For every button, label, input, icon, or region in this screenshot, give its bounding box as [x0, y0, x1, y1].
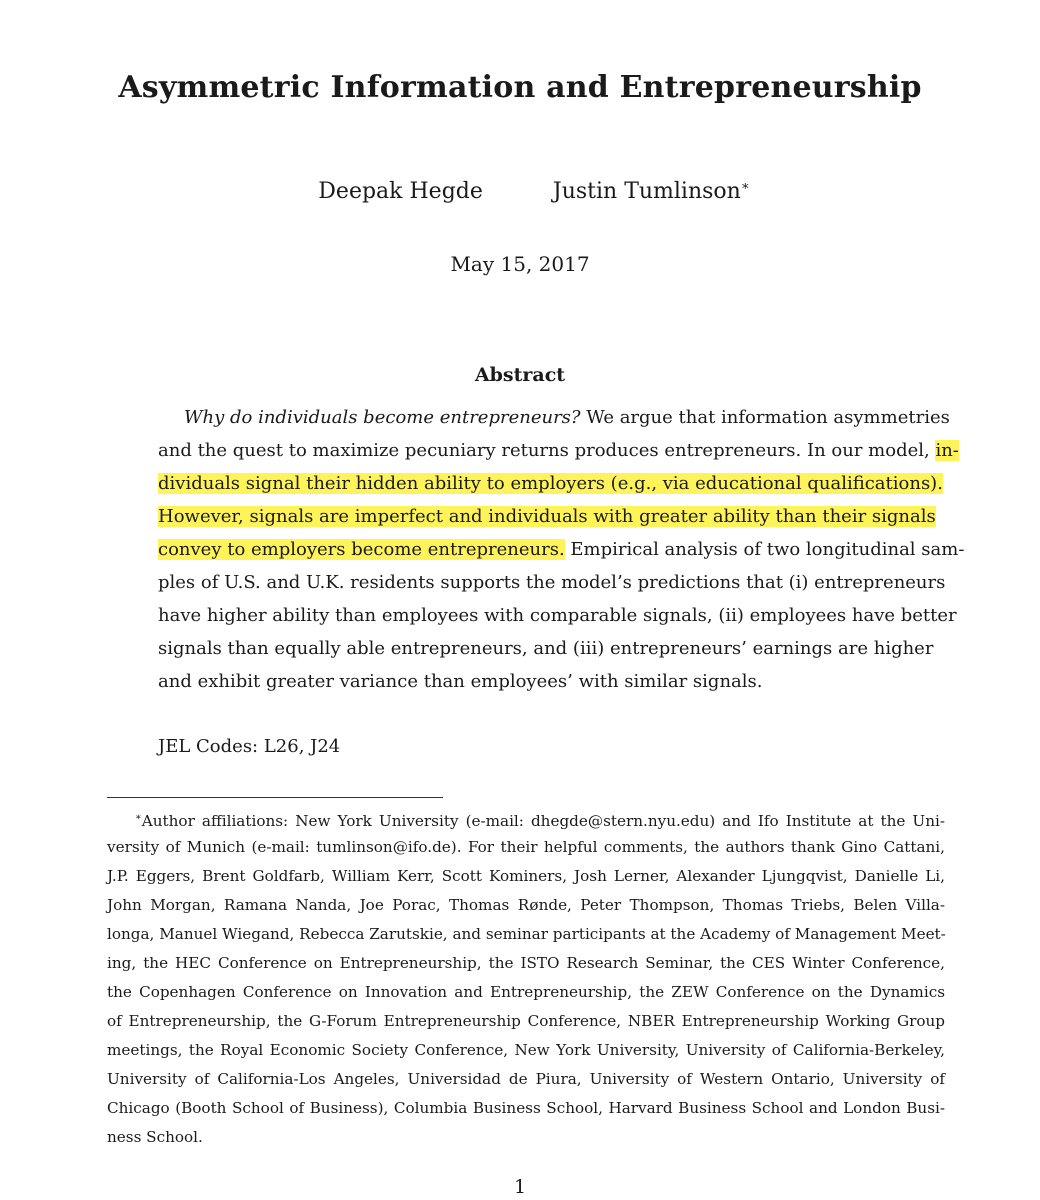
- footnote-text: meetings, the Royal Economic Society Conference, New York University, University of California-Berkeley,: [107, 1041, 945, 1059]
- page-number: 1: [513, 1176, 527, 1198]
- abstract-text: signals than equally able entrepreneurs, and (iii) entrepreneurs’ earnings are higher: [158, 638, 934, 659]
- footnote-text: the Copenhagen Conference on Innovation and Entrepreneurship, the ZEW Conference on the Dynamics: [107, 983, 945, 1001]
- abstract-line: [158, 472, 943, 505]
- footnote-line: [107, 1011, 945, 1040]
- abstract-text: and exhibit greater variance than employees’ with similar signals.: [158, 671, 763, 692]
- abstract-text: Empirical analysis of two longitudinal sam-: [564, 539, 965, 560]
- footnote-text: longa, Manuel Wiegand, Rebecca Zarutskie, and seminar participants at the Academy of Management Meet-: [107, 925, 946, 943]
- italic-text: Why do individuals become entrepreneurs?: [184, 407, 581, 428]
- footnote-text: ness School.: [107, 1128, 203, 1146]
- abstract-line: [158, 439, 959, 472]
- footnote-line: [107, 1040, 945, 1069]
- footnote-line: [107, 953, 945, 982]
- footnote-line: [107, 1127, 945, 1156]
- footnote-text: of Entrepreneurship, the G-Forum Entrepreneurship Conference, NBER Entrepreneurship Working Group: [107, 1012, 945, 1030]
- footnote-line: [107, 895, 945, 924]
- footnote-text: versity of Munich (e-mail: tumlinson@ifo.de). For their helpful comments, the authors thank Gino Cattani,: [107, 838, 945, 856]
- footnote-mark: ∗: [135, 812, 142, 823]
- paper-date: May 15, 2017: [450, 252, 590, 276]
- abstract-line: [158, 670, 894, 703]
- footnote-text: ing, the HEC Conference on Entrepreneurship, the ISTO Research Seminar, the CES Winter Conference,: [107, 954, 945, 972]
- highlighted-text: in-: [935, 440, 959, 461]
- author-1: [318, 179, 483, 204]
- paper-title: Asymmetric Information and Entrepreneurship: [118, 70, 922, 105]
- footnote-text: J.P. Eggers, Brent Goldfarb, William Kerr, Scott Kominers, Josh Lerner, Alexander Ljungqvist, Danielle Li,: [107, 867, 945, 885]
- author-name: Deepak Hegde: [318, 179, 483, 204]
- author-list: [0, 154, 1040, 229]
- footnote-rule: [107, 797, 443, 798]
- abstract-heading: Abstract: [474, 364, 566, 386]
- author-footnote-mark: ∗: [740, 179, 750, 194]
- footnote-line: [107, 1098, 945, 1127]
- abstract-text: have higher ability than employees with comparable signals, (ii) employees have better: [158, 605, 957, 626]
- abstract-line: [158, 571, 946, 604]
- footnote-line: [107, 924, 945, 953]
- footnote-line: [107, 982, 945, 1011]
- abstract-line: [158, 604, 957, 637]
- footnote-text: Chicago (Booth School of Business), Columbia Business School, Harvard Business School and London Busi-: [107, 1099, 945, 1117]
- footnote-line: [107, 866, 945, 895]
- abstract-text: We argue that information asymmetries: [580, 407, 950, 428]
- author-name: Justin Tumlinson: [552, 179, 741, 204]
- abstract-text: ples of U.S. and U.K. residents supports the model’s predictions that (i) entrepreneurs: [158, 572, 946, 593]
- footnote-line: [107, 808, 945, 837]
- highlighted-text: However, signals are imperfect and individuals with greater ability than their signals: [158, 506, 936, 527]
- footnote-text: University of California-Los Angeles, Universidad de Piura, University of Western Ontario, University of: [107, 1070, 945, 1088]
- footnote-line: [107, 837, 945, 866]
- abstract-line: [158, 406, 950, 439]
- abstract-line: [158, 538, 965, 571]
- footnote-line: [107, 1069, 945, 1098]
- jel-codes: JEL Codes: L26, J24: [158, 736, 341, 757]
- footnote-text: Author affiliations: New York University (e-mail: dhegde@stern.nyu.edu) and Ifo Institute at the Uni-: [141, 812, 945, 830]
- footnote-text: John Morgan, Ramana Nanda, Joe Porac, Thomas Rønde, Peter Thompson, Thomas Triebs, Belen Villa-: [107, 896, 945, 914]
- highlighted-text: convey to employers become entrepreneurs.: [158, 539, 565, 560]
- abstract-line: [158, 505, 936, 538]
- highlighted-text: dividuals signal their hidden ability to employers (e.g., via educational qualifications).: [158, 473, 943, 494]
- abstract-line: [158, 637, 934, 670]
- abstract-text: and the quest to maximize pecuniary returns produces entrepreneurs. In our model,: [158, 440, 936, 461]
- author-2: [553, 179, 750, 204]
